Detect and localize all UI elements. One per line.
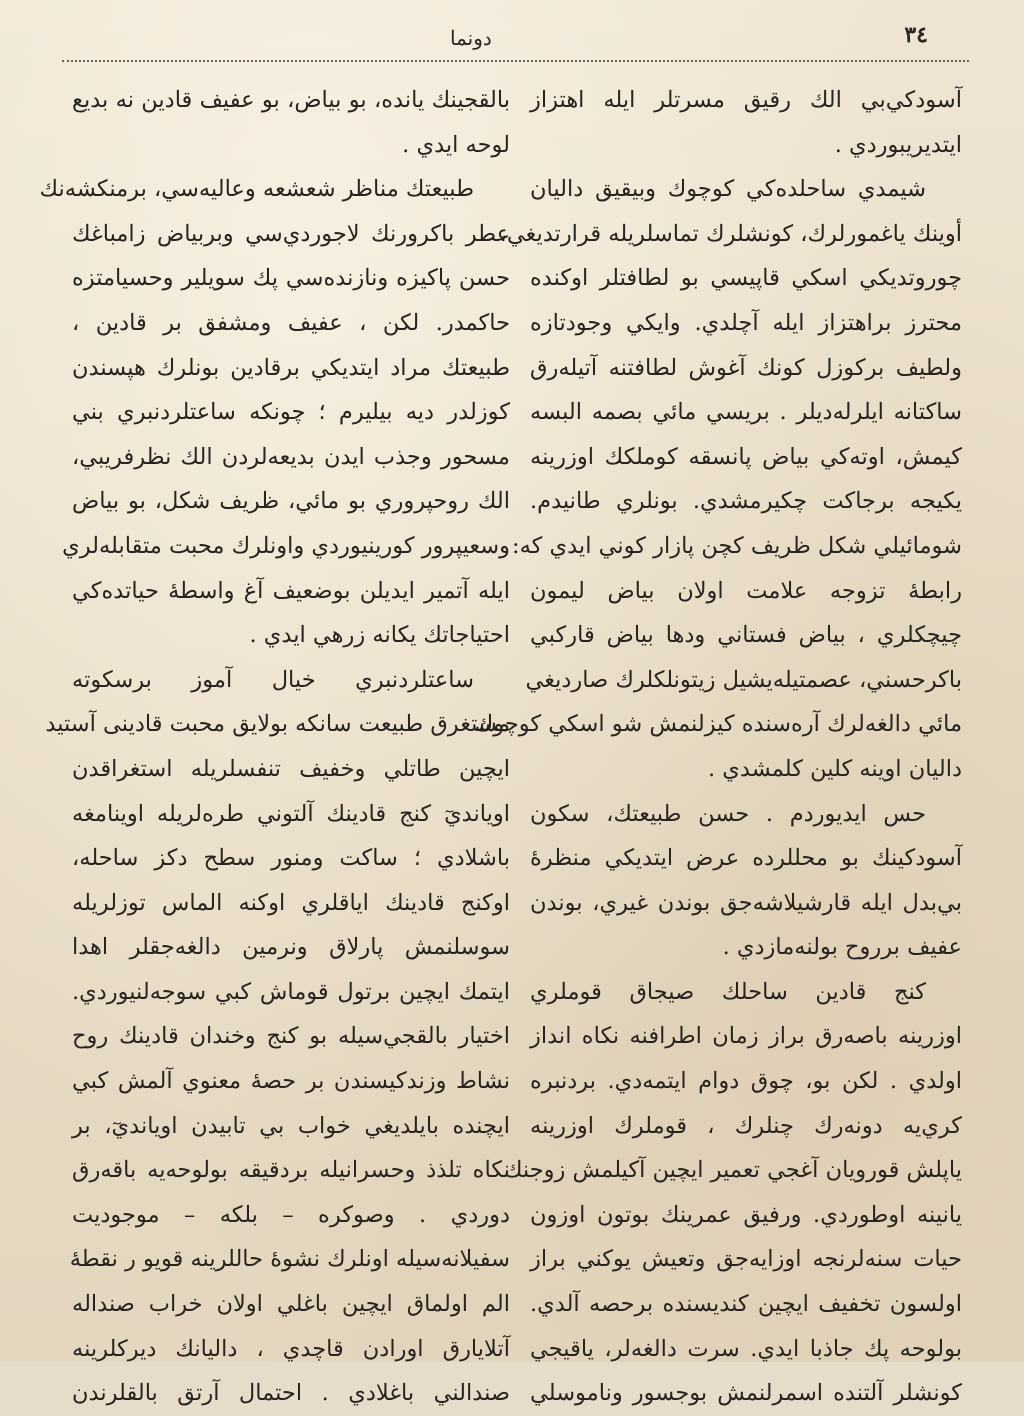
text-line: شومائيلي شكل ظريف كچن پازار كوني ايدي كه: [512,532,962,559]
text-line: مستغرق طبيعت سانكه بولايق محبت قادينى آستيد [45,711,510,738]
text-line: عفيف برروح بولنه‌مازدي . [722,934,962,961]
text-line: بالقجينك يانده، بو بياض، بو عفيف قادين نه بديع [72,87,510,113]
text-line: كيمش، اوته‌كي بياض پانسقه كوملكك اوزرينه [530,443,962,470]
text-line: آتلايارق اورادن قاچدي ، داليانك ديركلرينه [72,1335,510,1362]
text-line: صندالني باغلادي . احتمال آرتق بالقلرندن [72,1380,510,1407]
text-line: مائي دالغه‌لرك آره‌سنده كيزلنمش شو اسكي كوچوك [474,711,962,738]
text-line: ايچين طاتلي وخفيف تنفسلريله استغراقدن [72,755,510,782]
header-rule [62,60,969,62]
text-line: طبيعتك مراد ايتديكي برقادين بونلرك هپسندن [72,354,510,381]
text-line: آسودكي‌بي الك رقيق مسرتلر ايله اهتزاز [530,87,962,113]
text-column-right [474,78,962,1416]
text-line: الم اولماق ايچين باغلي اولان خراب صنداله [72,1291,510,1318]
text-line: يانينه اوطوردي. ورفيق عمرينك بوتون اوزون [530,1201,962,1228]
text-line: حاكمدر. لكن ، عفيف ومشفق بر قادين ، [72,309,510,336]
text-line: احتياجاتك يكانه زرهي ايدي . [249,622,510,649]
text-line: سفيلانه‌سيله اونلرك نشوهٔ حاللرينه قويو ر نقطهٔ [69,1246,510,1273]
text-line: كونشلر آلتنده اسمرلنمش بوجسور وناموسلي [530,1380,962,1407]
text-line: بي‌بدل ايله قارشيلاشه‌جق بوندن غيري، بوندن [530,889,962,916]
text-line: اوزرينه باصه‌رق براز زمان اطرافنه نكاه انداز [530,1023,962,1050]
text-line: باكرحسني، عصمتيله‌يشيل زيتونلكلرك صارديغي [525,666,962,693]
text-line: حس ايديوردم . حسن طبيعتك، سكون [530,800,926,827]
text-line: رابطهٔ تزوجه علامت اولان بياض ليمون [530,577,962,604]
text-line: عطر باكرورنك لاجوردي‌سي وبربياض زامباغك [72,220,510,247]
text-line: ايچنده بايلديغي خواب بي تابيدن اويانديٓ، بر [72,1112,510,1139]
text-line: لوحه ايدي . [402,131,510,158]
text-line: الك روحپروري بو مائي، ظريف شكل، بو بياض [72,488,510,515]
text-line: اختيار بالقجي‌سيله بو كنج وخندان قادينك روح [72,1023,510,1050]
text-line: ايتمك ايچين برتول قوماش كبي سوجه‌لنيوردي. [72,978,510,1005]
text-line: مسحور وجذب ايدن بديعه‌لردن الك نظرفريبي، [72,443,510,470]
text-line: ايله آتمير ايديلن بوضعيف آغ واسطهٔ حياتده‌كي [72,577,510,604]
text-line: بولوحه پك جاذبا ايدي. سرت دالغه‌لر، ياقيجي [530,1335,962,1362]
text-line: باشلادي ؛ ساكت ومنور سطح دكز ساحله، [72,845,510,872]
text-line: داليان اوينه كلين كلمشدي . [707,755,962,782]
text-line: نكاه تلذذ وحسرانيله بردقيقه بولوحه‌يه باقه‌رق [72,1157,510,1184]
text-line: اويانديٓ كنج قادينك آلتوني طره‌لريله اوينامغه [72,800,510,827]
text-line: ساكتانه ايلرله‌ديلر . بريسي مائي بصمه البسه [530,399,962,426]
text-line: طبيعتك مناظر شعشعه وعاليه‌سي، برمنكشه‌نك [39,176,474,203]
text-line: يكيجه برجاكت چكيرمشدي. بونلري طانيدم. [530,488,962,515]
text-line: ايتديريبوردي . [834,131,962,158]
text-line: دوردي . وصوكره – بلكه – موجوديت [72,1201,510,1228]
text-line: ساعتلردنبري خيال آموز برسكوته [72,666,474,693]
text-line: شيمدي ساحلده‌كي كوچوك وبيقيق داليان [530,176,926,203]
text-line: أوينك ياغمورلرك، كونشلرك تماسلريله قرارتديغي، [499,220,962,247]
text-line: آسودكينك بو محللرده عرض ايتديكي منظرهٔ [530,845,962,872]
text-line: كري‌يه دونه‌رك چنلرك ، قوملرك اوزرينه [530,1112,962,1139]
text-line: سوسلنمش پارلاق ونرمين دالغه‌جقلر اهدا [72,934,510,961]
text-line: نشاط وزندكيسندن بر حصهٔ معنوي آلمش كبي [72,1068,510,1095]
text-line: اولسون تخفيف ايچين كنديسنده برحصه آلدي. [530,1291,962,1318]
text-line: كوزلدر ديه بيليرم ؛ چونكه ساعتلردنبري بني [72,399,510,426]
text-line: حسن پاكيزه ونازنده‌سي پك سويلير وحسيامتزه [72,265,510,292]
text-line: حيات سنه‌لرنجه اوزايه‌جق وتعيش يوكني براز [530,1246,962,1273]
page-header [60,22,964,56]
text-line: اولدي . لكن بو، چوق دوام ايتمه‌دي. بردنبره [530,1068,962,1095]
text-column-left [39,78,510,1416]
text-line: كنج قادين ساحلك صيجاق قوملري [530,978,926,1005]
page-number: ٣٤ [904,22,928,48]
text-line: ياپلش قورويان آغجي تعمير ايچين آكيلمش زوجنك [503,1157,962,1184]
running-title: دونما [450,26,492,50]
text-line: ولطيف بركوزل كونك آغوش لطافتنه آتيله‌رق [530,354,962,381]
text-line: وسعيپرور كورينيوردي واونلرك محبت متقابله‌لري [62,532,510,559]
text-line: محترز براهتزاز ايله آچلدي. وايكي وجودتازه [530,309,962,336]
text-line: اوكنج قادينك اياقلري اوكنه الماس توزلريله [72,889,510,916]
text-line: چوروتديكي اسكي قاپيسي بو لطافتلر اوكنده [530,265,962,292]
text-line: چيچكلري ، بياض فستاني ودها بياض قاركبي [530,622,962,649]
